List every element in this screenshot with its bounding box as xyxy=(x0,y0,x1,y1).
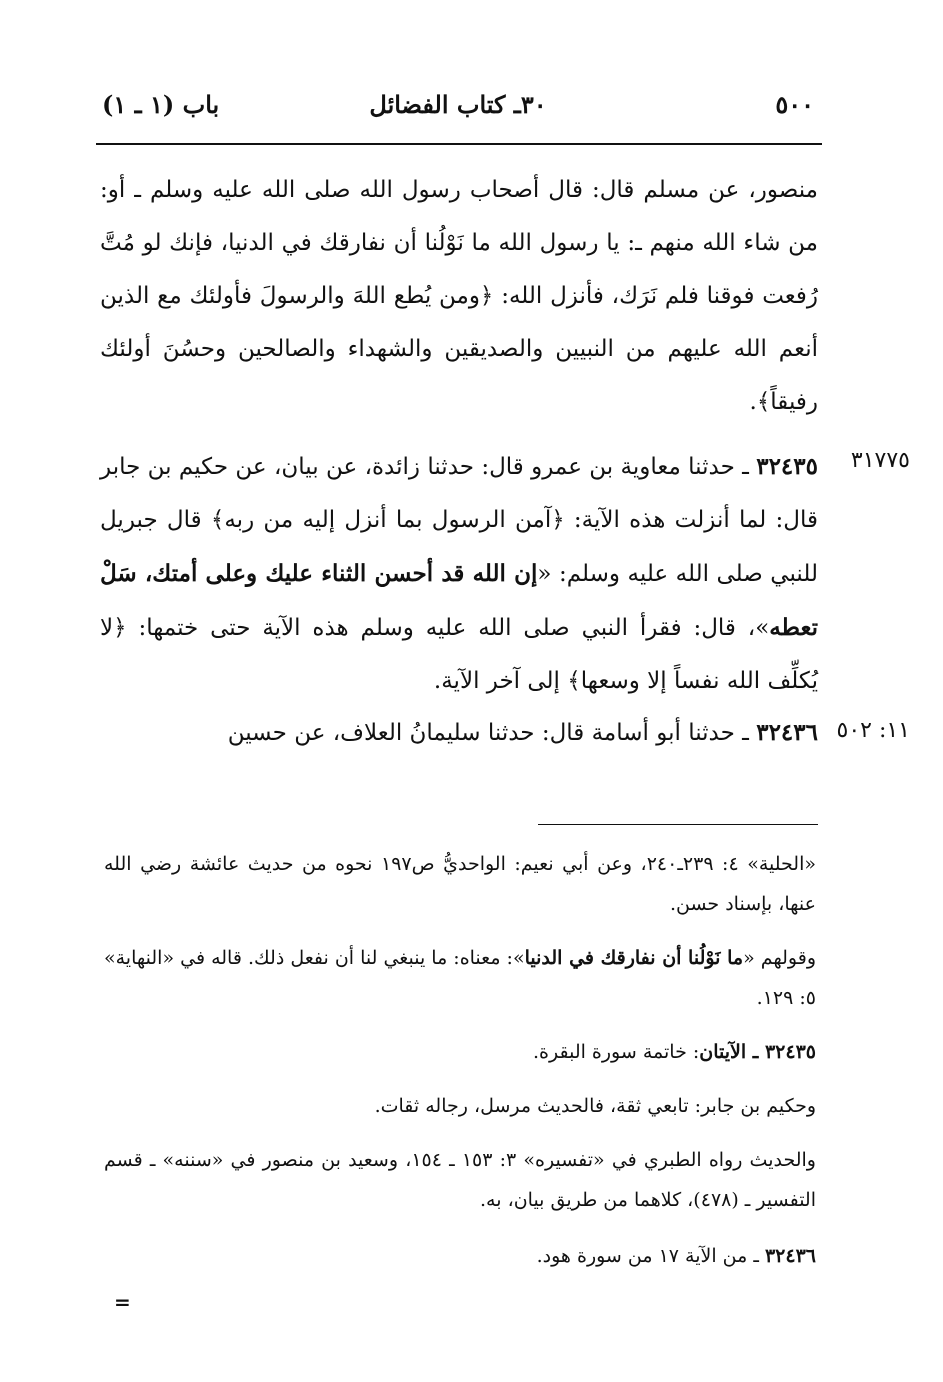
chapter-label: باب (١ ـ ١) xyxy=(102,90,220,119)
hadith-text: ـ حدثنا أبو أسامة قال: حدثنا سليمانُ العلاف، عن حسين xyxy=(227,720,757,746)
margin-reference-1: ٣١٧٧٥ xyxy=(850,448,910,473)
hadith-32435 xyxy=(100,440,818,708)
footnote-number: ٣٢٤٣٥ ـ الآيتان xyxy=(699,1041,816,1063)
hadith-number: ٣٢٤٣٥ xyxy=(756,453,818,480)
page-header xyxy=(92,88,824,132)
hadith-text-end: »، قال: فقرأ النبي صلى الله عليه وسلم هذه الآية حتى ختمها: ﴿لا يُكلِّف الله نفساً إلا وسعها﴾ إلى آخر الآية. xyxy=(100,615,818,694)
hadith-text: ـ حدثنا معاوية بن عمرو قال: حدثنا زائدة، عن بيان، عن حكيم بن جابر قال: لما أنزلت هذه الآية: ﴿آمن الرسول بما أنزل إليه من ربه﴾ قال جبريل للنبي صلى الله عليه وسلم: « xyxy=(100,454,818,587)
footnote-3 xyxy=(104,1032,816,1072)
prophetic-saying: إن الله قد أحسن الثناء عليك وعلى أمتك، سَلْ تعطه xyxy=(100,560,818,641)
footnote-text: ـ من الآية ١٧ من سورة هود. xyxy=(536,1245,765,1267)
hadith-number: ٣٢٤٣٦ xyxy=(756,719,818,746)
footnote-1: «الحلية» ٤: ٢٣٩ـ٢٤٠، وعن أبي نعيم: الواحديُّ ص١٩٧ نحوه من حديث عائشة رضي الله عنها، بإسناد حسن. xyxy=(104,853,816,915)
page-number: ٥٠٠ xyxy=(775,90,814,119)
footnote-text-end: »: معناه: ما ينبغي لنا أن نفعل ذلك. قاله في «النهاية» ٥: ١٢٩. xyxy=(104,947,816,1009)
header-divider xyxy=(96,143,822,145)
margin-reference-2: ١١: ٥٠٢ xyxy=(836,718,910,743)
hadith-32436 xyxy=(100,706,818,760)
book-title: ٣٠ـ كتاب الفضائل xyxy=(369,90,547,119)
continuation-mark: = xyxy=(114,1290,131,1314)
footnote-2 xyxy=(104,938,816,1018)
footnote-text: : خاتمة سورة البقرة. xyxy=(533,1041,700,1063)
footnote-text: وقولهم « xyxy=(743,947,816,969)
footnote-quote: ما نَوْلُنا أن نفارقك في الدنيا xyxy=(524,947,744,969)
hadith-continuation: منصور، عن مسلم قال: قال أصحاب رسول الله صلى الله عليه وسلم ـ أو: من شاء الله منهم ـ: يا رسول الله ما نَوْلُنا أن نفارقك في الدنيا، فإنك لو مُتَّ رُفعت فوقنا فلم نَرَك، فأنزل الله: ﴿ومن يُطع اللهَ والرسولَ فأولئك مع الذين أنعم الله عليهم من النبيين والصديقين والشهداء والصالحين وحسُنَ أولئك رفيقاً﴾. xyxy=(100,177,818,415)
footnote-5: والحديث رواه الطبري في «تفسيره» ٣: ١٥٣ ـ ١٥٤، وسعيد بن منصور في «سننه» ـ قسم التفسير ـ (٤٧٨)، كلاهما من طريق بيان، به. xyxy=(104,1149,816,1211)
footnote-4: وحكيم بن جابر: تابعي ثقة، فالحديث مرسل، رجاله ثقات. xyxy=(374,1095,816,1117)
footnote-6 xyxy=(104,1236,816,1276)
footnote-number: ٣٢٤٣٦ xyxy=(764,1245,816,1267)
footnote-divider xyxy=(538,824,818,825)
